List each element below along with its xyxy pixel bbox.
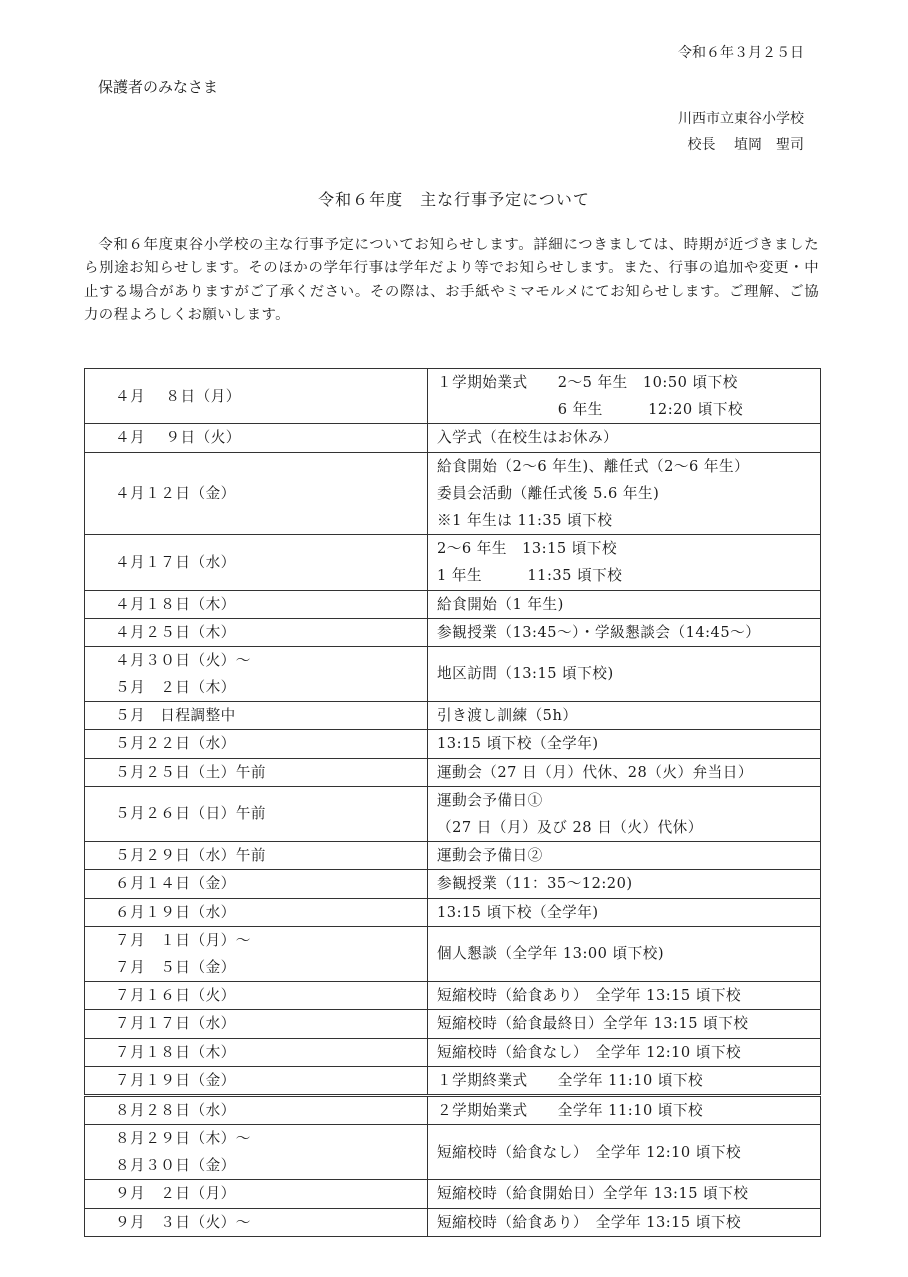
schedule-row bbox=[85, 702, 821, 730]
document-date: 令和６年３月２５日 bbox=[678, 45, 804, 61]
schedule-event-cell bbox=[428, 786, 821, 841]
schedule-date: ４月２５日（木） bbox=[115, 623, 236, 641]
schedule-event: 地区訪問（13:15 頃下校) bbox=[437, 665, 614, 683]
schedule-row bbox=[85, 618, 821, 646]
schedule-date-cell bbox=[85, 870, 428, 898]
schedule-date: ９月 ２日（月） bbox=[115, 1185, 236, 1203]
schedule-event: 給食開始（2〜6 年生)、離任式（2〜6 年生） bbox=[437, 457, 750, 475]
schedule-event: 個人懇談（全学年 13:00 頃下校) bbox=[437, 945, 665, 963]
schedule-event: 短縮校時（給食あり） 全学年 13:15 頃下校 bbox=[437, 1213, 742, 1231]
schedule-row bbox=[85, 898, 821, 926]
schedule-date-cell bbox=[85, 1038, 428, 1066]
schedule-row bbox=[85, 1125, 821, 1180]
schedule-date: ４月３０日（火）〜 bbox=[115, 651, 251, 669]
schedule-date-cell bbox=[85, 926, 428, 981]
schedule-event: 6 年生 12:20 頃下校 bbox=[437, 401, 744, 419]
schedule-date-cell bbox=[85, 424, 428, 452]
schedule-event-cell bbox=[428, 1095, 821, 1124]
schedule-event-cell bbox=[428, 1180, 821, 1208]
schedule-event-cell bbox=[428, 646, 821, 701]
schedule-table bbox=[84, 368, 821, 1237]
schedule-row bbox=[85, 982, 821, 1010]
schedule-date: ８月３０日（金） bbox=[115, 1157, 236, 1175]
school-name: 川西市立東谷小学校 bbox=[678, 111, 804, 127]
schedule-date-cell bbox=[85, 898, 428, 926]
schedule-event: 引き渡し訓練（5h） bbox=[437, 707, 578, 725]
schedule-event-cell bbox=[428, 1066, 821, 1095]
schedule-date-cell bbox=[85, 452, 428, 535]
schedule-date: ５月２２日（水） bbox=[115, 735, 236, 753]
schedule-event: ※1 年生は 11:35 頃下校 bbox=[437, 511, 613, 529]
schedule-event: 入学式（在校生はお休み） bbox=[437, 429, 619, 447]
schedule-date: ５月 日程調整中 bbox=[115, 707, 236, 725]
schedule-event: 2〜6 年生 13:15 頃下校 bbox=[437, 540, 618, 558]
schedule-row bbox=[85, 1066, 821, 1095]
schedule-date-cell bbox=[85, 730, 428, 758]
schedule-event-cell bbox=[428, 1208, 821, 1236]
schedule-event: 参観授業（11：35〜12:20) bbox=[437, 875, 633, 893]
schedule-event: ２学期始業式 全学年 11:10 頃下校 bbox=[437, 1101, 704, 1119]
schedule-event: 短縮校時（給食なし） 全学年 12:10 頃下校 bbox=[437, 1043, 742, 1061]
schedule-event: 13:15 頃下校（全学年) bbox=[437, 735, 599, 753]
schedule-date: ７月 ５日（金） bbox=[115, 958, 236, 976]
schedule-date: ７月１９日（金） bbox=[115, 1071, 236, 1089]
principal-name: 校長 埴岡 聖司 bbox=[687, 137, 804, 153]
schedule-date-cell bbox=[85, 1208, 428, 1236]
schedule-event-cell bbox=[428, 870, 821, 898]
addressee: 保護者のみなさま bbox=[98, 78, 219, 96]
schedule-event-cell bbox=[428, 424, 821, 452]
schedule-row bbox=[85, 758, 821, 786]
schedule-event-cell bbox=[428, 452, 821, 535]
schedule-date-cell bbox=[85, 786, 428, 841]
schedule-row bbox=[85, 870, 821, 898]
schedule-date: ８月２９日（木）〜 bbox=[115, 1130, 251, 1148]
schedule-date-cell bbox=[85, 1010, 428, 1038]
schedule-date-cell bbox=[85, 842, 428, 870]
schedule-event: 運動会（27 日（月）代休、28（火）弁当日） bbox=[437, 763, 753, 781]
schedule-event: （27 日（月）及び 28 日（火）代休） bbox=[437, 819, 703, 836]
schedule-event: 短縮校時（給食なし） 全学年 12:10 頃下校 bbox=[437, 1143, 742, 1161]
schedule-event-cell bbox=[428, 926, 821, 981]
schedule-date-cell bbox=[85, 618, 428, 646]
schedule-row bbox=[85, 1038, 821, 1066]
schedule-date-cell bbox=[85, 702, 428, 730]
schedule-event: 参観授業（13:45〜）・学級懇談会（14:45〜） bbox=[437, 623, 761, 641]
schedule-row bbox=[85, 369, 821, 424]
schedule-date: ７月１６日（火） bbox=[115, 987, 236, 1005]
schedule-event-cell bbox=[428, 1125, 821, 1180]
schedule-event: 短縮校時（給食開始日）全学年 13:15 頃下校 bbox=[437, 1185, 749, 1203]
schedule-date: ６月１４日（金） bbox=[115, 875, 236, 893]
schedule-event: １学期始業式 2〜5 年生 10:50 頃下校 bbox=[437, 374, 738, 391]
schedule-row bbox=[85, 926, 821, 981]
schedule-event-cell bbox=[428, 702, 821, 730]
schedule-event: 短縮校時（給食あり） 全学年 13:15 頃下校 bbox=[437, 987, 742, 1005]
schedule-event-cell bbox=[428, 758, 821, 786]
schedule-event-cell bbox=[428, 590, 821, 618]
schedule-row bbox=[85, 1095, 821, 1124]
schedule-event: １学期終業式 全学年 11:10 頃下校 bbox=[437, 1071, 704, 1089]
schedule-row bbox=[85, 842, 821, 870]
schedule-event-cell bbox=[428, 842, 821, 870]
schedule-event-cell bbox=[428, 730, 821, 758]
schedule-date-cell bbox=[85, 1095, 428, 1124]
schedule-date-cell bbox=[85, 758, 428, 786]
schedule-event: 13:15 頃下校（全学年) bbox=[437, 903, 599, 921]
schedule-event: 運動会予備日② bbox=[437, 847, 543, 865]
schedule-row bbox=[85, 1208, 821, 1236]
schedule-event-cell bbox=[428, 898, 821, 926]
schedule-event-cell bbox=[428, 1038, 821, 1066]
schedule-event-cell bbox=[428, 1010, 821, 1038]
schedule-event-cell bbox=[428, 618, 821, 646]
schedule-date: ４月 ８日（月） bbox=[115, 387, 241, 405]
schedule-event-cell bbox=[428, 535, 821, 590]
schedule-event: 運動会予備日① bbox=[437, 791, 543, 809]
schedule-date-cell bbox=[85, 535, 428, 590]
schedule-date: ７月１７日（水） bbox=[115, 1015, 236, 1033]
schedule-date: ５月２９日（水）午前 bbox=[115, 847, 266, 865]
schedule-date-cell bbox=[85, 1125, 428, 1180]
schedule-date: ４月 ９日（火） bbox=[115, 429, 241, 447]
schedule-date: ５月 ２日（木） bbox=[115, 679, 236, 697]
schedule-date-cell bbox=[85, 1066, 428, 1095]
schedule-event: 委員会活動（離任式後 5.6 年生) bbox=[437, 484, 660, 502]
schedule-date-cell bbox=[85, 1180, 428, 1208]
schedule-date-cell bbox=[85, 590, 428, 618]
schedule-row bbox=[85, 452, 821, 535]
schedule-row bbox=[85, 786, 821, 841]
schedule-date: ５月２５日（土）午前 bbox=[115, 763, 266, 781]
schedule-row bbox=[85, 590, 821, 618]
schedule-row bbox=[85, 535, 821, 590]
schedule-event-cell bbox=[428, 369, 821, 424]
schedule-date-cell bbox=[85, 369, 428, 424]
schedule-row bbox=[85, 1010, 821, 1038]
schedule-event: 短縮校時（給食最終日）全学年 13:15 頃下校 bbox=[437, 1015, 749, 1033]
schedule-row bbox=[85, 646, 821, 701]
schedule-date: ４月１２日（金） bbox=[115, 484, 236, 502]
schedule-event: 1 年生 11:35 頃下校 bbox=[437, 567, 623, 585]
schedule-date-cell bbox=[85, 646, 428, 701]
schedule-date: ８月２８日（水） bbox=[115, 1101, 236, 1119]
schedule-row bbox=[85, 424, 821, 452]
schedule-event: 給食開始（1 年生) bbox=[437, 595, 564, 613]
schedule-row bbox=[85, 1180, 821, 1208]
schedule-date: ４月１７日（水） bbox=[115, 553, 236, 571]
schedule-date: ６月１９日（水） bbox=[115, 903, 236, 921]
schedule-date: ５月２６日（日）午前 bbox=[115, 805, 266, 823]
schedule-date: ７月１８日（木） bbox=[115, 1043, 236, 1061]
schedule-date-cell bbox=[85, 982, 428, 1010]
document-title: 令和６年度 主な行事予定について bbox=[318, 190, 590, 209]
schedule-row bbox=[85, 730, 821, 758]
intro-paragraph: 令和６年度東谷小学校の主な行事予定についてお知らせします。詳細につきましては、時期が近づきましたら別途お知らせします。そのほかの学年行事は学年だより等でお知らせします。また、行事の追加や変更・中止する場合がありますがご了承ください。その際は、お手紙やミマモルメにてお知らせします。ご理解、ご協力の程よろしくお願いします。 bbox=[84, 237, 819, 324]
schedule-event-cell bbox=[428, 982, 821, 1010]
schedule-date: ４月１８日（木） bbox=[115, 595, 236, 613]
schedule-date: ７月 １日（月）〜 bbox=[115, 931, 251, 949]
schedule-date: ９月 ３日（火）〜 bbox=[115, 1213, 251, 1231]
